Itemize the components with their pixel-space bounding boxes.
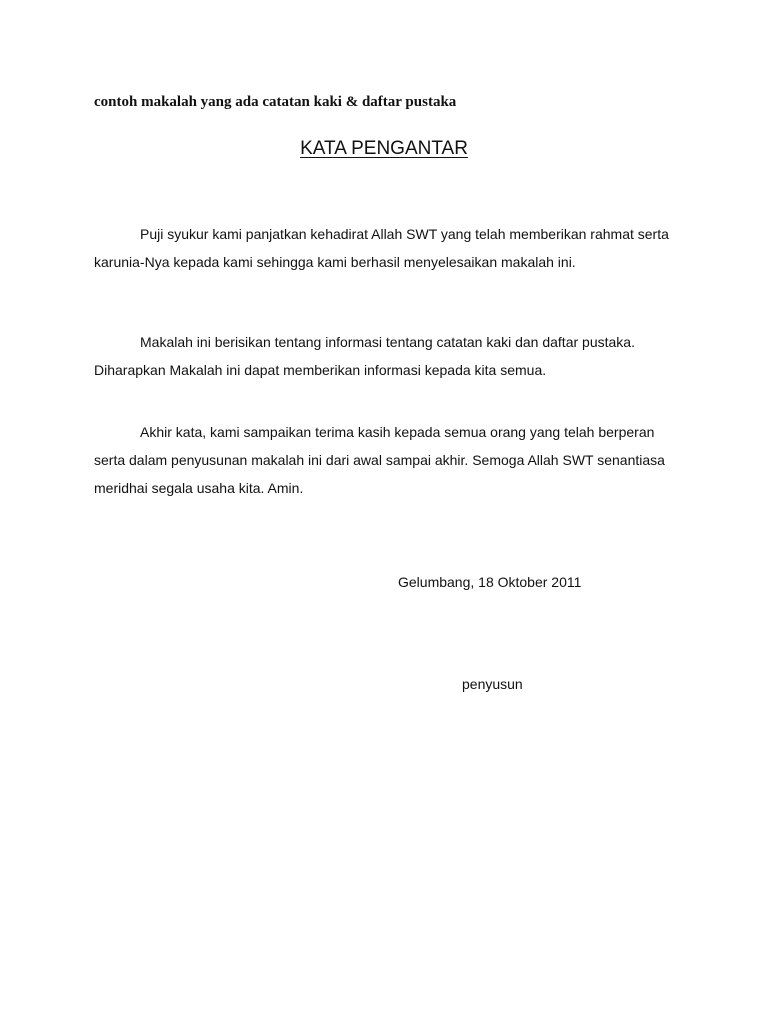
paragraph-1: Puji syukur kami panjatkan kehadirat Allah SWT yang telah memberikan rahmat serta karunia-Nya kepada kami sehingga kami berhasil menyelesaikan makalah ini. bbox=[94, 226, 669, 270]
document-header: contoh makalah yang ada catatan kaki & daftar pustaka bbox=[94, 94, 457, 110]
paragraph-3: Akhir kata, kami sampaikan terima kasih kepada semua orang yang telah berperan serta dalam penyusunan makalah ini dari awal sampai akhir. Semoga Allah SWT senantiasa meridhai segala usaha kita. Amin. bbox=[94, 424, 665, 496]
place-date: Gelumbang, 18 Oktober 2011 bbox=[398, 574, 582, 590]
page-title: KATA PENGANTAR bbox=[300, 138, 468, 159]
signer-label: penyusun bbox=[462, 676, 523, 692]
paragraph-2: Makalah ini berisikan tentang informasi tentang catatan kaki dan daftar pustaka. Diharapkan Makalah ini dapat memberikan informasi kepada kita semua. bbox=[94, 334, 635, 378]
